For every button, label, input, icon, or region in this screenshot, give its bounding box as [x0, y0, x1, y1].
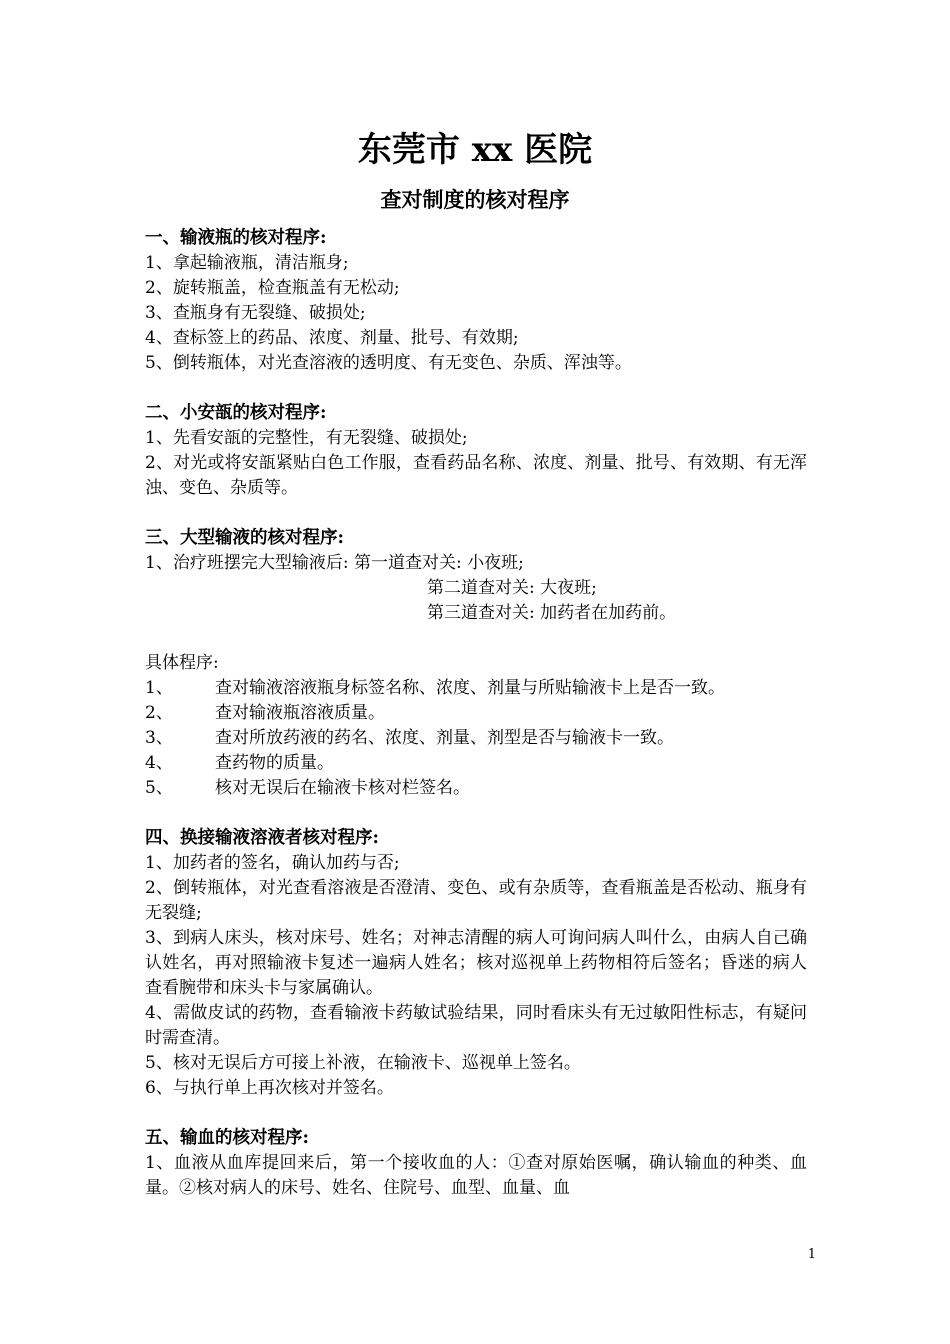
paragraph: 6、与执行单上再次核对并签名。 — [145, 1078, 394, 1098]
list-item-text: 查对所放药液的药名、浓度、剂量、剂型是否与输液卡一致。 — [215, 728, 674, 748]
paragraph: 5、倒转瓶体，对光查溶液的透明度、有无变色、杂质、浑浊等。 — [145, 353, 632, 373]
paragraph: 3、查瓶身有无裂缝、破损处; — [145, 303, 366, 323]
paragraph: 2、倒转瓶体，对光查看溶液是否澄清、变色、或有杂质等，查看瓶盖是否松动、瓶身有无裂缝; — [145, 878, 807, 923]
document-subtitle: 查对制度的核对程序 — [380, 187, 570, 212]
paragraph: 4、需做皮试的药物，查看输液卡药敏试验结果，同时看床头有无过敏阳性标志，有疑问时需查清。 — [145, 1003, 807, 1048]
paragraph: 第二道查对关: 大夜班; — [427, 578, 597, 598]
list-item-text: 查对输液瓶溶液质量。 — [215, 703, 385, 723]
list-item-number: 3、 — [145, 728, 173, 748]
paragraph: 5、核对无误后方可接上补液，在输液卡、巡视单上签名。 — [145, 1053, 581, 1073]
paragraph: 1、拿起输液瓶，清洁瓶身; — [145, 253, 349, 273]
section-heading: 五、输血的核对程序: — [145, 1128, 309, 1148]
list-item — [145, 701, 807, 726]
paragraph: 2、旋转瓶盖，检查瓶盖有无松动; — [145, 278, 400, 298]
list-item — [145, 726, 807, 751]
list-item-number: 4、 — [145, 753, 173, 773]
list-item — [145, 776, 807, 801]
list-item-text: 查药物的质量。 — [215, 753, 334, 773]
section-heading: 三、大型输液的核对程序: — [145, 528, 344, 548]
detail-label: 具体程序: — [145, 653, 219, 673]
paragraph: 第三道查对关: 加药者在加药前。 — [427, 603, 677, 623]
list-item-text: 核对无误后在输液卡核对栏签名。 — [215, 778, 470, 798]
paragraph: 1、治疗班摆完大型输液后: 第一道查对关: 小夜班; — [145, 553, 524, 573]
document-title: 东莞市 xx 医院 — [357, 130, 593, 170]
list-item-number: 5、 — [145, 778, 173, 798]
section-heading: 一、输液瓶的核对程序: — [145, 228, 327, 248]
paragraph: 2、对光或将安瓿紧贴白色工作服，查看药品名称、浓度、剂量、批号、有效期、有无浑浊、变色、杂质等。 — [145, 453, 807, 498]
section-heading: 二、小安瓿的核对程序: — [145, 403, 327, 423]
list-item — [145, 676, 807, 701]
list-item — [145, 751, 807, 776]
list-item-text: 查对输液溶液瓶身标签名称、浓度、剂量与所贴输液卡上是否一致。 — [215, 678, 725, 698]
document-body — [145, 226, 807, 1201]
list-item-number: 1、 — [145, 678, 173, 698]
page-number: 1 — [807, 1247, 816, 1262]
paragraph: 1、加药者的签名，确认加药与否; — [145, 853, 400, 873]
list-item-number: 2、 — [145, 703, 173, 723]
paragraph: 1、血液从血库提回来后，第一个接收血的人：①查对原始医嘱，确认输血的种类、血量。②核对病人的床号、姓名、住院号、血型、血量、血 — [145, 1153, 807, 1198]
section-heading: 四、换接输液溶液者核对程序: — [145, 828, 379, 848]
paragraph: 4、查标签上的药品、浓度、剂量、批号、有效期; — [145, 328, 519, 348]
paragraph: 1、先看安瓿的完整性，有无裂缝、破损处; — [145, 428, 468, 448]
paragraph: 3、到病人床头，核对床号、姓名；对神志清醒的病人可询问病人叫什么，由病人自己确认姓名，再对照输液卡复述一遍病人姓名；核对巡视单上药物相符后签名；昏迷的病人查看腕带和床头卡与家属确认。 — [145, 928, 807, 998]
